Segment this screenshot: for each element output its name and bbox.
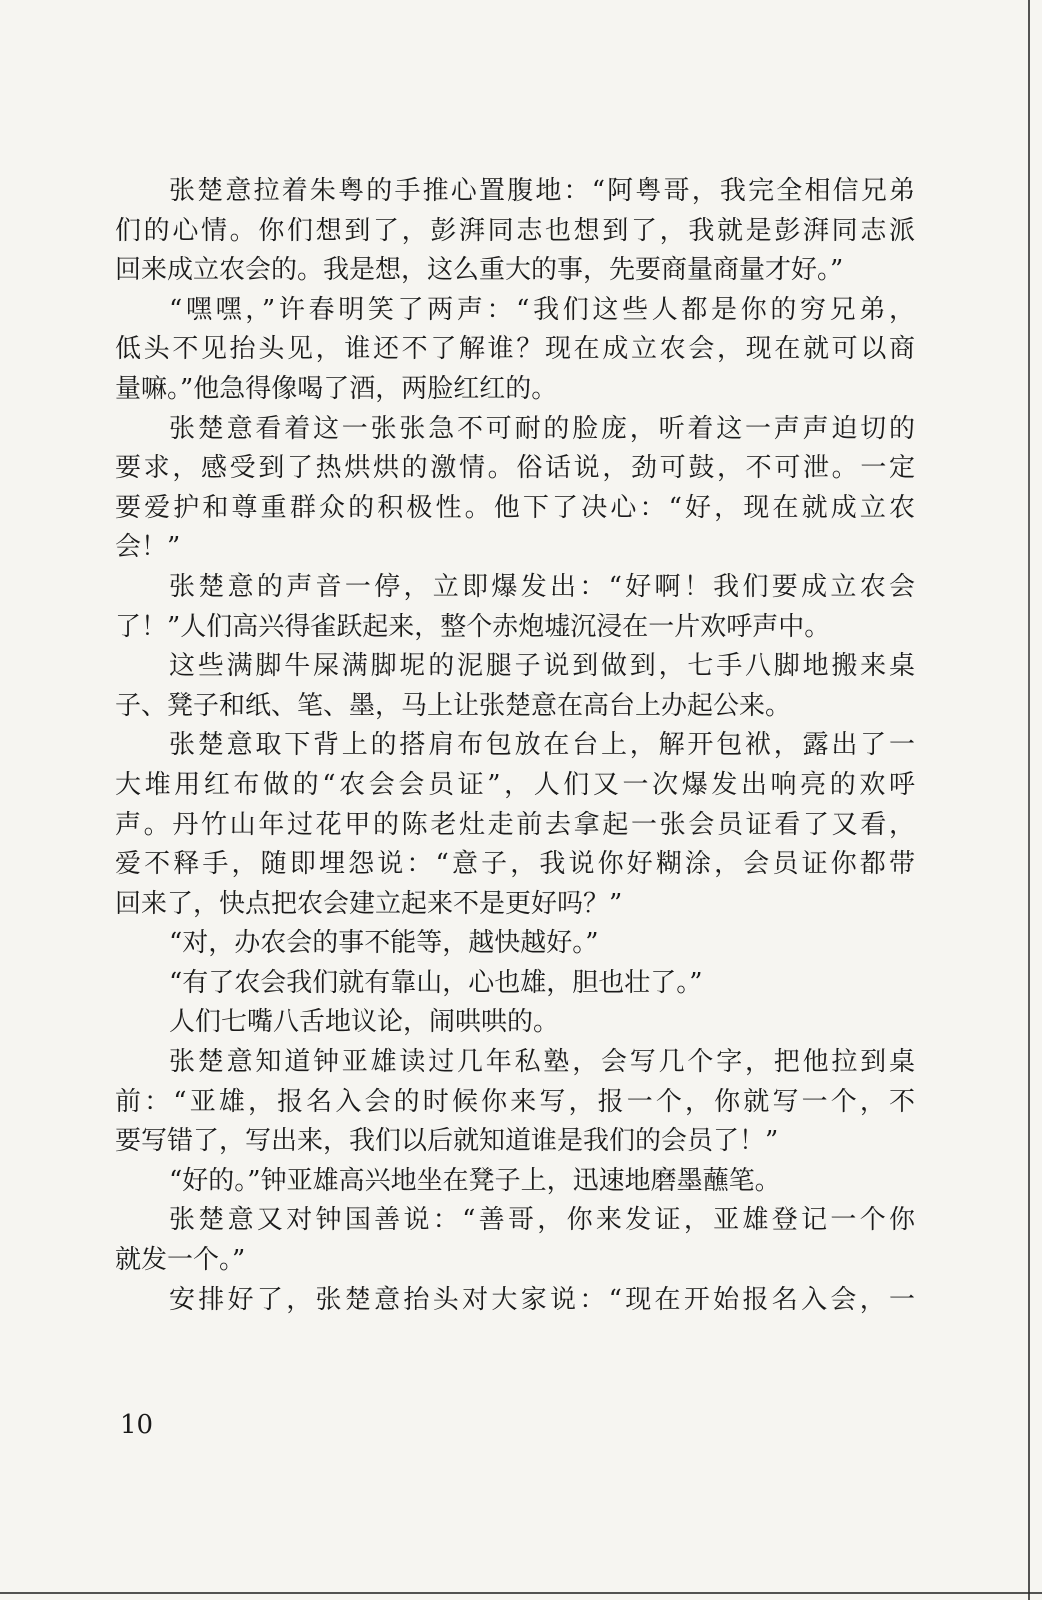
- text-line: 就发一个。”: [115, 1245, 246, 1276]
- text-line: 人们七嘴八舌地议论，闹哄哄的。: [169, 1007, 560, 1038]
- text-line: 量嘛。”他急得像喝了酒，两脸红红的。: [115, 373, 558, 404]
- page-edge-right: [1028, 0, 1030, 1600]
- page-edge-bottom: [0, 1592, 1042, 1594]
- text-line: “嘿嘿，”许春明笑了两声：“我们这些人都是你的穷兄弟，: [169, 294, 915, 325]
- text-line: 张楚意拉着朱粤的手推心置腹地：“阿粤哥，我完全相信兄弟: [169, 176, 915, 206]
- text-line: 低头不见抬头见，谁还不了解谁？现在成立农会，现在就可以商: [115, 334, 915, 365]
- text-line: 张楚意知道钟亚雄读过几年私塾，会写几个字，把他拉到桌: [169, 1047, 915, 1078]
- text-line: 爱不释手，随即埋怨说：“意子，我说你好糊涂，会员证你都带: [115, 849, 915, 880]
- text-line: 了！”人们高兴得雀跃起来，整个赤炮墟沉浸在一片欢呼声中。: [115, 611, 831, 642]
- text-line: 这些满脚牛屎满脚坭的泥腿子说到做到，七手八脚地搬来桌: [169, 651, 915, 682]
- text-line: “对，办农会的事不能等，越快越好。”: [169, 928, 599, 959]
- text-line: 前：“亚雄，报名入会的时候你来写，报一个，你就写一个，不: [115, 1086, 915, 1117]
- body-text: [115, 172, 915, 1320]
- text-line: 张楚意又对钟国善说：“善哥，你来发证，亚雄登记一个你: [169, 1205, 915, 1236]
- text-line: 回来了，快点把农会建立起来不是更好吗？”: [115, 888, 623, 919]
- text-line: 回来成立农会的。我是想，这么重大的事，先要商量商量才好。”: [115, 255, 844, 286]
- text-line: “好的。”钟亚雄高兴地坐在凳子上，迅速地磨墨蘸笔。: [169, 1165, 781, 1196]
- text-line: 大堆用红布做的“农会会员证”，人们又一次爆发出响亮的欢呼: [115, 769, 915, 800]
- text-line: 声。丹竹山年过花甲的陈老灶走前去拿起一张会员证看了又看，: [115, 809, 915, 840]
- text-line: 会！”: [115, 532, 181, 563]
- text-line: 要写错了，写出来，我们以后就知道谁是我们的会员了！”: [115, 1126, 779, 1157]
- text-line: “有了农会我们就有靠山，心也雄，胆也壮了。”: [169, 967, 703, 998]
- text-line: 安排好了，张楚意抬头对大家说：“现在开始报名入会，一: [169, 1284, 915, 1315]
- page-number: 10: [120, 1410, 154, 1440]
- text-line: 张楚意取下背上的搭肩布包放在台上，解开包袱，露出了一: [169, 730, 915, 761]
- text-line: 们的心情。你们想到了，彭湃同志也想到了，我就是彭湃同志派: [115, 215, 915, 246]
- text-line: 要爱护和尊重群众的积极性。他下了决心：“好，现在就成立农: [115, 492, 915, 523]
- text-line: 要求，感受到了热烘烘的激情。俗话说，劲可鼓，不可泄。一定: [115, 453, 915, 484]
- text-line: 子、凳子和纸、笔、墨，马上让张楚意在高台上办起公来。: [115, 690, 792, 721]
- text-line: 张楚意的声音一停，立即爆发出：“好啊！我们要成立农会: [169, 571, 915, 602]
- text-line: 张楚意看着这一张张急不可耐的脸庞，听着这一声声迫切的: [169, 413, 915, 444]
